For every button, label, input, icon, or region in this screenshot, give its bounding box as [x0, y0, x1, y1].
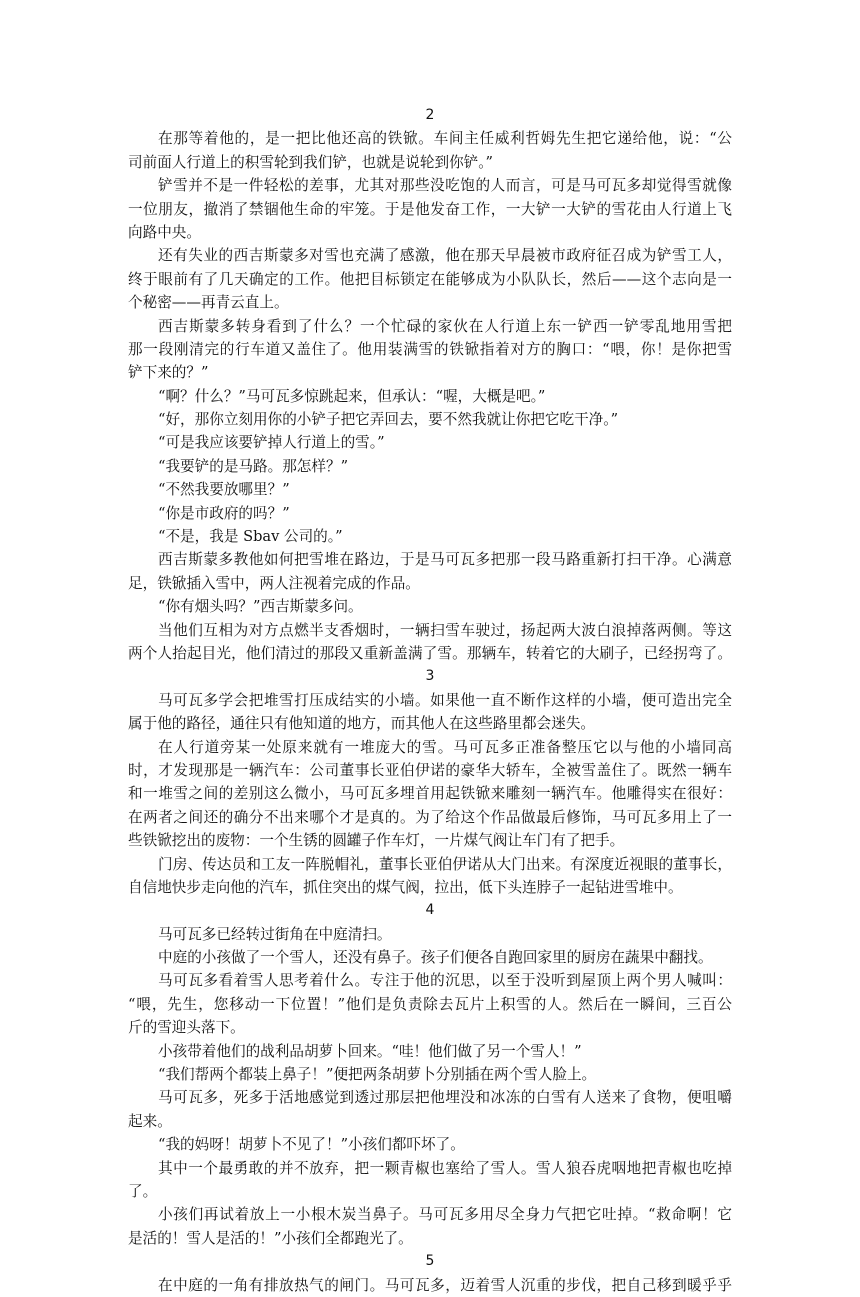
text-line: 两个人抬起目光，他们清过的那段又重新盖满了雪。那辆车，转着它的大刷子，已经拐弯了。 [128, 644, 732, 662]
text-line: 向路中央。 [128, 223, 201, 241]
text-line: 在两者之间还的确分不出来哪个才是真的。为了给这个作品做最后修饰，马可瓦多用上了一 [128, 808, 732, 826]
text-line: “我们帮两个都装上鼻子！”便把两条胡萝卜分别插在两个雪人脸上。 [158, 1066, 597, 1084]
text-line: 马可瓦多，死多于活地感觉到透过那层把他埋没和冰冻的白雪有人送来了食物，便咀嚼 [158, 1089, 732, 1107]
text-line: “你有烟头吗？”西吉斯蒙多问。 [158, 598, 363, 616]
text-line: 马可瓦多已经转过街角在中庭清扫。 [158, 925, 392, 943]
text-line: “可是我应该要铲掉人行道上的雪。” [158, 434, 385, 452]
text-line: “喂，先生，您移动一下位置！”他们是负责除去瓦片上积雪的人。然后在一瞬间，三百公 [128, 995, 732, 1013]
text-line: 那一段刚清完的行车道又盖住了。他用装满雪的铁锨指着对方的胸口：“喂，你！是你把雪 [128, 340, 732, 358]
section-number: 4 [425, 902, 435, 919]
text-line: 一位朋友，撤消了禁锢他生命的牢笼。于是他发奋工作，一大铲一大铲的雪花由人行道上飞 [128, 200, 732, 218]
text-line: “好，那你立刻用你的小铲子把它弄回去，要不然我就让你把它吃干净。” [158, 411, 619, 429]
text-line: 些铁锨挖出的废物：一个生锈的圆罐子作车灯，一片煤气阀让车门有了把手。 [128, 832, 625, 850]
text-line: 西吉斯蒙多转身看到了什么？一个忙碌的家伙在人行道上东一铲西一铲零乱地用雪把 [158, 317, 732, 335]
text-line: 个秘密——再青云直上。 [128, 294, 289, 312]
text-line: 当他们互相为对方点燃半支香烟时，一辆扫雪车驶过，扬起两大波白浪掉落两侧。等这 [158, 621, 732, 639]
text-line: 在人行道旁某一处原来就有一堆庞大的雪。马可瓦多正准备整压它以与他的小墙同高 [158, 738, 732, 756]
text-line: 足，铁锨插入雪中，两人注视着完成的作品。 [128, 574, 420, 592]
text-line: 起来。 [128, 1112, 172, 1130]
text-line: 在那等着他的，是一把比他还高的铁锨。车间主任威利哲姆先生把它递给他，说：“公 [158, 130, 732, 148]
section-number: 3 [425, 668, 435, 685]
text-line: 司前面人行道上的积雪轮到我们铲，也就是说轮到你铲。” [128, 153, 494, 171]
text-line: 自信地快步走向他的汽车，抓住突出的煤气阀，拉出，低下头连脖子一起钻进雪堆中。 [128, 878, 683, 896]
text-line: 斤的雪迎头落下。 [128, 1019, 245, 1037]
text-line: 还有失业的西吉斯蒙多对雪也充满了感激，他在那天早晨被市政府征召成为铲雪工人， [158, 247, 732, 265]
text-line: “不然我要放哪里？” [158, 481, 290, 499]
text-line: 西吉斯蒙多教他如何把雪堆在路边，于是马可瓦多把那一段马路重新打扫干净。心满意 [158, 551, 732, 569]
text-line: 和一堆雪之间的差别这么微小，马可瓦多埋首用起铁锨来雕刻一辆汽车。他雕得实在很好： [128, 785, 732, 803]
text-line: 是活的！雪人是活的！”小孩们全都跑光了。 [128, 1229, 413, 1247]
text-line: 属于他的路径，通往只有他知道的地方，而其他人在这些路里都会迷失。 [128, 715, 596, 733]
text-line: “啊？什么？”马可瓦多惊跳起来，但承认：“喔，大概是吧。” [158, 387, 546, 405]
text-line: 小孩们再试着放上一小根木炭当鼻子。马可瓦多用尽全身力气把它吐掉。“救命啊！它 [158, 1206, 732, 1224]
section-number: 2 [425, 107, 435, 123]
document-page [128, 104, 732, 1297]
text-line: 了。 [128, 1182, 158, 1200]
text-line: 马可瓦多看着雪人思考着什么。专注于他的沉思，以至于没听到屋顶上两个男人喊叫： [158, 972, 732, 990]
text-line: 中庭的小孩做了一个雪人，还没有鼻子。孩子们便各自跑回家里的厨房在蔬果中翻找。 [158, 949, 713, 967]
section-number: 5 [425, 1253, 435, 1270]
text-line: “你是市政府的吗？” [158, 504, 290, 522]
text-line: 其中一个最勇敢的并不放弃，把一颗青椒也塞给了雪人。雪人狼吞虎咽地把青椒也吃掉 [158, 1159, 732, 1177]
text-line: “不是，我是 Sbav 公司的。” [158, 528, 343, 546]
text-line: 门房、传达员和工友一阵脱帽礼，董事长亚伯伊诺从大门出来。有深度近视眼的董事长， [158, 855, 732, 873]
text-line: 小孩带着他们的战利品胡萝卜回来。“哇！他们做了另一个雪人！” [158, 1042, 582, 1060]
text-line: “我要铲的是马路。那怎样？” [158, 457, 349, 475]
text-line: 终于眼前有了几天确定的工作。他把目标锁定在能够成为小队队长，然后——这个志向是一 [128, 270, 732, 288]
text-line: 在中庭的一角有排放热气的闸门。马可瓦多，迈着雪人沉重的步伐，把自己移到暖乎乎 [158, 1276, 732, 1294]
text-line: 马可瓦多学会把堆雪打压成结实的小墙。如果他一直不断作这样的小墙，便可造出完全 [158, 691, 732, 709]
text-line: “我的妈呀！胡萝卜不见了！”小孩们都吓坏了。 [158, 1136, 465, 1154]
text-line: 时，才发现那是一辆汽车：公司董事长亚伯伊诺的豪华大轿车，全被雪盖住了。既然一辆车 [128, 761, 732, 779]
text-line: 铲雪并不是一件轻松的差事，尤其对那些没吃饱的人而言，可是马可瓦多却觉得雪就像 [158, 177, 732, 195]
text-line: 铲下来的？” [128, 364, 209, 382]
